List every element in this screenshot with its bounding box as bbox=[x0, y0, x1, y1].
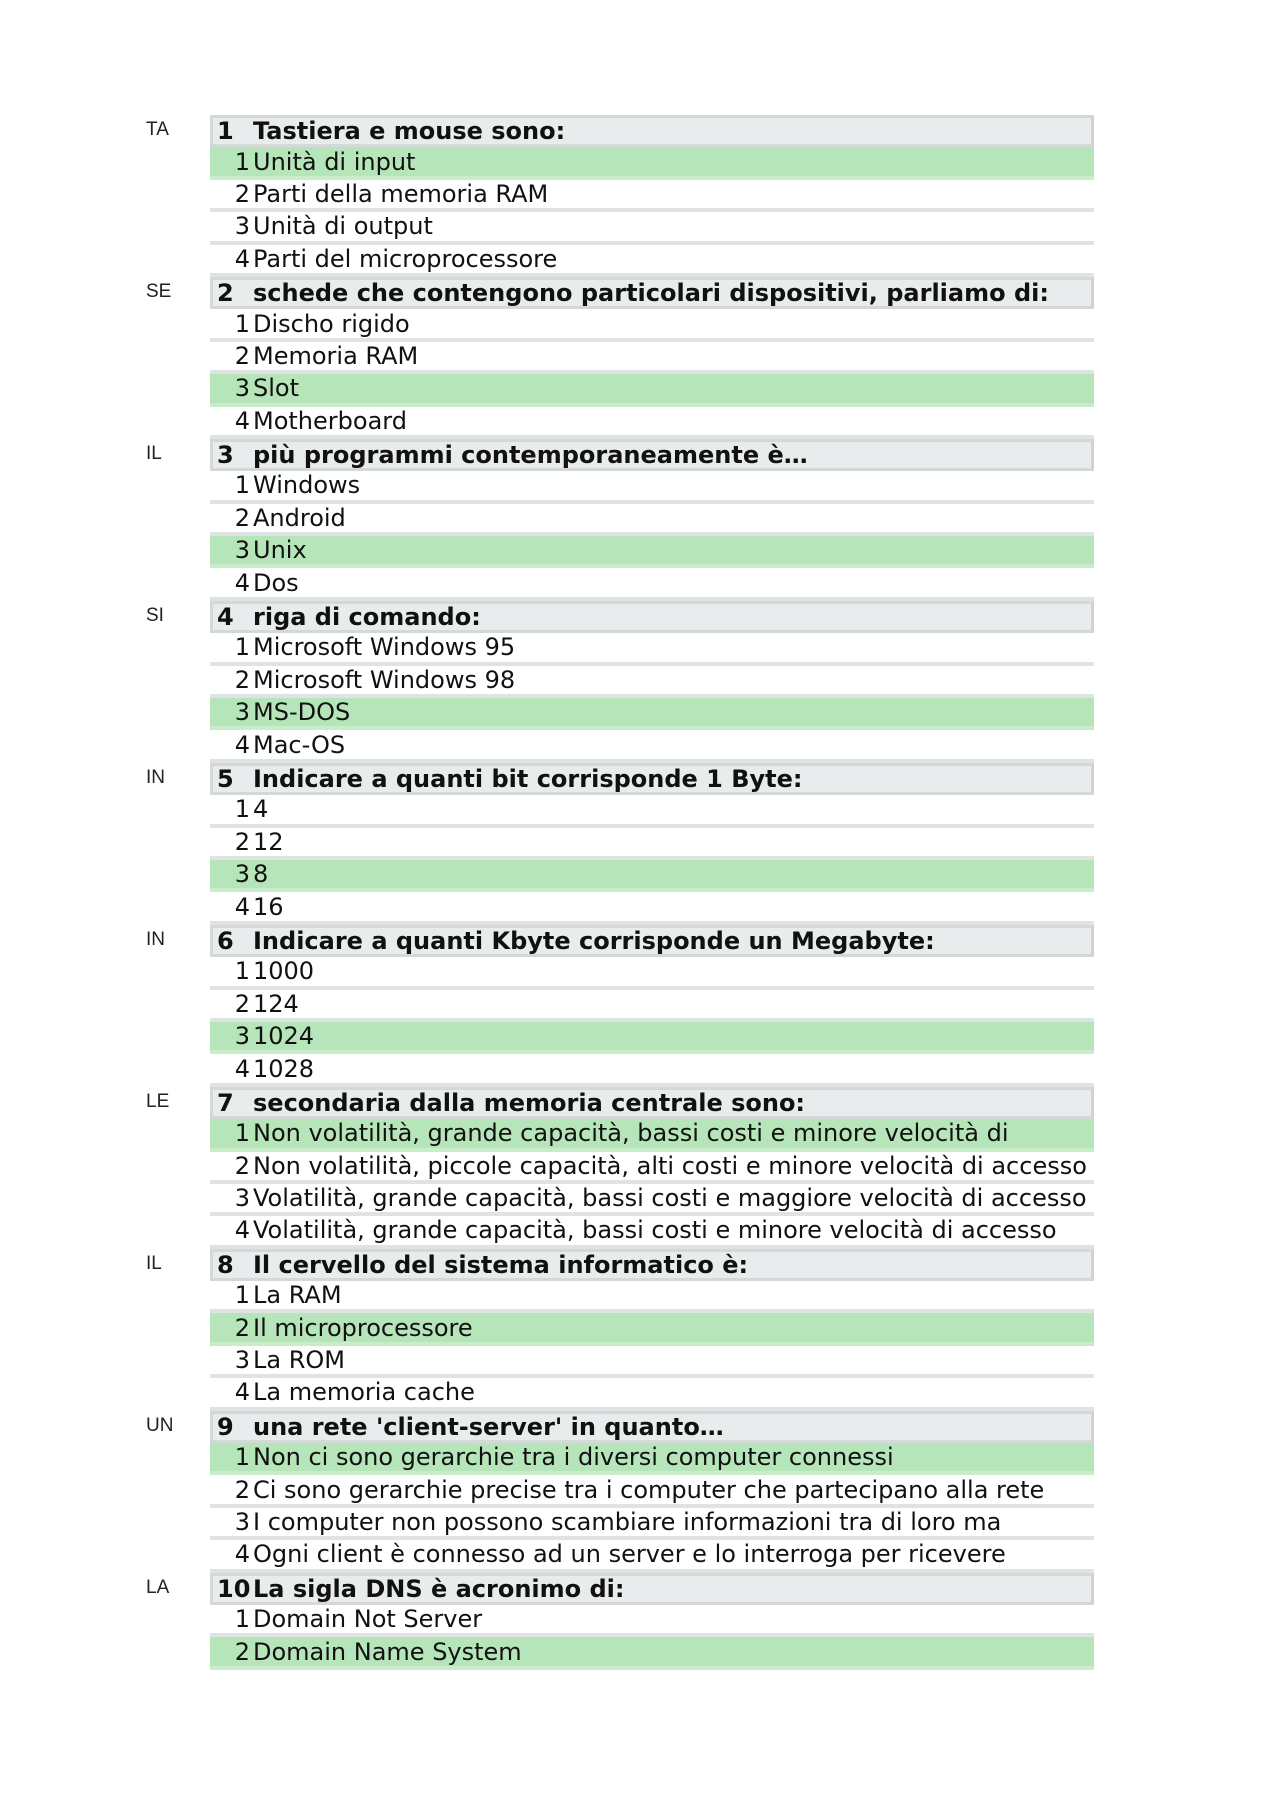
answer-row bbox=[210, 1216, 1094, 1248]
question-row bbox=[210, 1249, 1094, 1281]
answer-row bbox=[210, 633, 1094, 665]
answer-text: Volatilità, grande capacità, bassi costi e maggiore velocità di accesso bbox=[253, 1184, 1087, 1213]
question-row bbox=[210, 925, 1094, 957]
answer-number: 4 bbox=[234, 244, 250, 273]
answer-row bbox=[210, 212, 1094, 244]
question-number: 3 bbox=[217, 441, 234, 470]
question-block bbox=[0, 277, 1280, 439]
answer-text: 1028 bbox=[253, 1054, 315, 1083]
answer-text: Discho rigido bbox=[253, 309, 410, 338]
answer-row-correct bbox=[210, 1313, 1094, 1345]
answer-row bbox=[210, 1475, 1094, 1507]
answer-text: Volatilità, grande capacità, bassi costi e minore velocità di accesso bbox=[253, 1216, 1057, 1245]
answer-text: Ci sono gerarchie precise tra i computer che partecipano alla rete bbox=[253, 1475, 1045, 1504]
answer-number: 3 bbox=[234, 374, 250, 403]
answer-row bbox=[210, 990, 1094, 1022]
answer-row bbox=[210, 666, 1094, 698]
question-text: riga di comando: bbox=[253, 603, 481, 632]
answer-row bbox=[210, 957, 1094, 989]
answer-text: La ROM bbox=[253, 1346, 345, 1375]
answer-row-correct bbox=[210, 1443, 1094, 1475]
answer-text: Mac-OS bbox=[253, 730, 346, 759]
question-row bbox=[210, 1411, 1094, 1443]
answer-number: 2 bbox=[234, 665, 250, 694]
answer-number: 3 bbox=[234, 1346, 250, 1375]
answer-number: 2 bbox=[234, 341, 250, 370]
answer-row bbox=[210, 1184, 1094, 1216]
answer-row bbox=[210, 1281, 1094, 1313]
question-row bbox=[210, 115, 1094, 147]
answer-text: MS-DOS bbox=[253, 698, 351, 727]
question-text: Indicare a quanti bit corrisponde 1 Byte: bbox=[253, 765, 803, 794]
answer-text: Dos bbox=[253, 568, 299, 597]
question-row bbox=[210, 763, 1094, 795]
answer-number: 1 bbox=[234, 633, 250, 662]
answer-number: 1 bbox=[234, 1605, 250, 1634]
question-number: 7 bbox=[217, 1088, 234, 1117]
side-code: SI bbox=[146, 604, 164, 626]
answer-text: Unità di output bbox=[253, 212, 433, 241]
question-block bbox=[0, 925, 1280, 1087]
side-code: SE bbox=[146, 280, 172, 302]
answer-text: La memoria cache bbox=[253, 1378, 475, 1407]
question-row bbox=[210, 439, 1094, 471]
answer-number: 2 bbox=[234, 179, 250, 208]
answer-number: 2 bbox=[234, 1637, 250, 1666]
answer-text: 1000 bbox=[253, 957, 315, 986]
answer-text: Domain Name System bbox=[253, 1637, 522, 1666]
question-number: 2 bbox=[217, 279, 234, 308]
side-code: IN bbox=[146, 766, 165, 788]
question-row bbox=[210, 277, 1094, 309]
question-number: 9 bbox=[217, 1412, 234, 1441]
answer-text: Memoria RAM bbox=[253, 341, 419, 370]
answer-row-correct bbox=[210, 147, 1094, 179]
answer-number: 4 bbox=[234, 1540, 250, 1569]
answer-row bbox=[210, 1152, 1094, 1184]
question-row bbox=[210, 1573, 1094, 1605]
answer-number: 4 bbox=[234, 1378, 250, 1407]
side-code: IN bbox=[146, 928, 165, 950]
answer-number: 3 bbox=[234, 536, 250, 565]
question-number: 4 bbox=[217, 603, 234, 632]
question-number: 10 bbox=[217, 1574, 251, 1603]
question-number: 8 bbox=[217, 1250, 234, 1279]
answer-number: 4 bbox=[234, 892, 250, 921]
answer-number: 2 bbox=[234, 1475, 250, 1504]
answer-text: Parti della memoria RAM bbox=[253, 179, 549, 208]
answer-text: Ogni client è connesso ad un server e lo interroga per ricevere bbox=[253, 1540, 1006, 1569]
answer-number: 4 bbox=[234, 568, 250, 597]
answer-row-correct bbox=[210, 374, 1094, 406]
question-text: secondaria dalla memoria centrale sono: bbox=[253, 1088, 806, 1117]
answer-number: 1 bbox=[234, 795, 250, 824]
side-code: TA bbox=[146, 119, 169, 140]
question-number: 1 bbox=[217, 117, 234, 146]
side-code: UN bbox=[146, 1414, 174, 1436]
side-code: LE bbox=[146, 1090, 170, 1112]
question-text: più programmi contemporaneamente è… bbox=[253, 441, 808, 470]
answer-row bbox=[210, 309, 1094, 341]
side-code: IL bbox=[146, 442, 162, 464]
answer-number: 1 bbox=[234, 1443, 250, 1472]
answer-text: Windows bbox=[253, 471, 361, 500]
question-block bbox=[0, 115, 1280, 277]
question-block bbox=[0, 763, 1280, 925]
answer-number: 3 bbox=[234, 698, 250, 727]
answer-text: 1024 bbox=[253, 1022, 315, 1051]
question-text: una rete 'client-server' in quanto… bbox=[253, 1412, 724, 1441]
answer-number: 4 bbox=[234, 406, 250, 435]
question-row bbox=[210, 601, 1094, 633]
question-block bbox=[0, 1087, 1280, 1249]
answer-number: 2 bbox=[234, 503, 250, 532]
answer-number: 1 bbox=[234, 309, 250, 338]
answer-text: Android bbox=[253, 503, 346, 532]
question-block bbox=[0, 439, 1280, 601]
answer-text: Domain Not Server bbox=[253, 1605, 483, 1634]
question-number: 5 bbox=[217, 765, 234, 794]
question-row bbox=[210, 1087, 1094, 1119]
answer-row bbox=[210, 1346, 1094, 1378]
answer-number: 2 bbox=[234, 1313, 250, 1342]
answer-text: 12 bbox=[253, 827, 284, 856]
answer-text: Il microprocessore bbox=[253, 1313, 473, 1342]
answer-row bbox=[210, 1508, 1094, 1540]
answer-text: 4 bbox=[253, 795, 269, 824]
question-block bbox=[0, 1249, 1280, 1411]
question-text: Tastiera e mouse sono: bbox=[253, 117, 566, 146]
answer-text: Parti del microprocessore bbox=[253, 244, 558, 273]
answer-text: Unità di input bbox=[253, 147, 416, 176]
question-text: Indicare a quanti Kbyte corrisponde un Megabyte: bbox=[253, 926, 935, 955]
answer-row bbox=[210, 1605, 1094, 1637]
answer-number: 1 bbox=[234, 957, 250, 986]
question-number: 6 bbox=[217, 926, 234, 955]
answer-text: Non ci sono gerarchie tra i diversi computer connessi bbox=[253, 1443, 894, 1472]
answer-row bbox=[210, 795, 1094, 827]
answer-row-correct bbox=[210, 860, 1094, 892]
answer-text: Slot bbox=[253, 374, 299, 403]
answer-number: 1 bbox=[234, 1281, 250, 1310]
answer-row bbox=[210, 828, 1094, 860]
answer-text: Non volatilità, piccole capacità, alti costi e minore velocità di accesso bbox=[253, 1151, 1087, 1180]
answer-row bbox=[210, 342, 1094, 374]
answer-row-correct bbox=[210, 1119, 1094, 1151]
answer-row bbox=[210, 1540, 1094, 1572]
side-code: LA bbox=[146, 1576, 170, 1598]
answer-row bbox=[210, 180, 1094, 212]
answer-text: 16 bbox=[253, 892, 284, 921]
answer-number: 3 bbox=[234, 1022, 250, 1051]
answer-row bbox=[210, 1378, 1094, 1410]
answer-number: 2 bbox=[234, 1151, 250, 1180]
answer-number: 4 bbox=[234, 730, 250, 759]
answer-text: La RAM bbox=[253, 1281, 342, 1310]
question-text: schede che contengono particolari dispositivi, parliamo di: bbox=[253, 279, 1049, 308]
answer-number: 3 bbox=[234, 860, 250, 889]
answer-text: Unix bbox=[253, 536, 307, 565]
answer-text: Motherboard bbox=[253, 406, 407, 435]
answer-number: 4 bbox=[234, 1054, 250, 1083]
answer-row bbox=[210, 568, 1094, 600]
answer-row-correct bbox=[210, 1022, 1094, 1054]
answer-row-correct bbox=[210, 536, 1094, 568]
question-text: Il cervello del sistema informatico è: bbox=[253, 1250, 749, 1279]
side-code: IL bbox=[146, 1252, 162, 1274]
answer-row-correct bbox=[210, 698, 1094, 730]
answer-row bbox=[210, 1054, 1094, 1086]
answer-number: 3 bbox=[234, 1184, 250, 1213]
answer-text: Microsoft Windows 98 bbox=[253, 665, 516, 694]
question-block bbox=[0, 1573, 1280, 1670]
answer-row-correct bbox=[210, 1637, 1094, 1669]
answer-row bbox=[210, 245, 1094, 277]
answer-number: 2 bbox=[234, 989, 250, 1018]
answer-row bbox=[210, 504, 1094, 536]
question-block bbox=[0, 1411, 1280, 1573]
answer-number: 4 bbox=[234, 1216, 250, 1245]
quiz-table bbox=[0, 115, 1280, 1670]
answer-number: 1 bbox=[234, 147, 250, 176]
answer-text: Non volatilità, grande capacità, bassi costi e minore velocità di bbox=[253, 1119, 1009, 1148]
answer-number: 3 bbox=[234, 1507, 250, 1536]
answer-row bbox=[210, 892, 1094, 924]
answer-text: 124 bbox=[253, 989, 299, 1018]
answer-text: 8 bbox=[253, 860, 269, 889]
question-block bbox=[0, 601, 1280, 763]
answer-text: I computer non possono scambiare informazioni tra di loro ma bbox=[253, 1507, 1002, 1536]
question-text: La sigla DNS è acronimo di: bbox=[253, 1574, 625, 1603]
answer-number: 3 bbox=[234, 212, 250, 241]
answer-number: 1 bbox=[234, 1119, 250, 1148]
answer-number: 2 bbox=[234, 827, 250, 856]
answer-row bbox=[210, 407, 1094, 439]
answer-text: Microsoft Windows 95 bbox=[253, 633, 516, 662]
answer-row bbox=[210, 471, 1094, 503]
answer-row bbox=[210, 730, 1094, 762]
answer-number: 1 bbox=[234, 471, 250, 500]
